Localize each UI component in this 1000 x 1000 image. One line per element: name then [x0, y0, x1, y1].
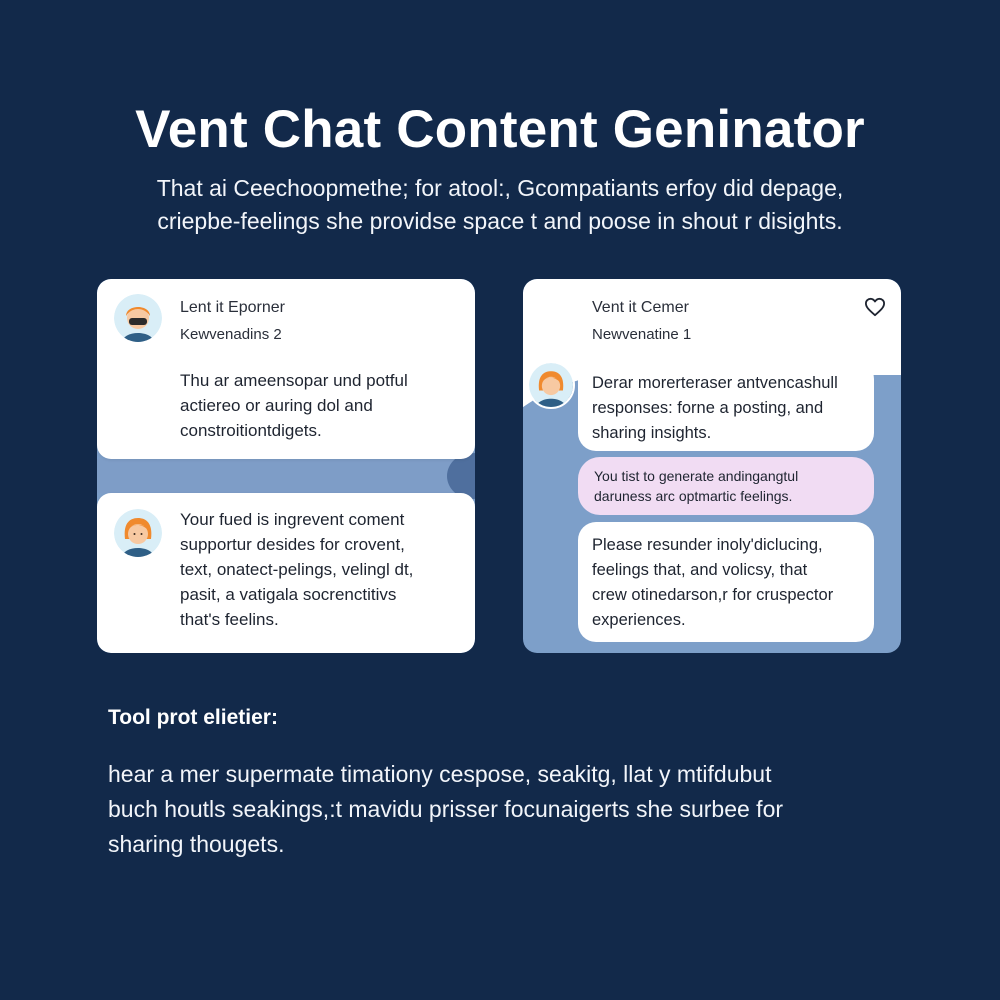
message-line: feelings that, and volicsy, that: [592, 561, 808, 579]
chat-card[interactable]: [97, 279, 475, 459]
message-line: responses: forne a posting, and: [592, 399, 824, 417]
message-line: daruness arc optmartic feelings.: [594, 488, 793, 504]
chat-bubble[interactable]: [578, 361, 874, 451]
message-line: Derar morerteraser antvencashull: [592, 374, 838, 392]
message-line: constroitiontdigets.: [180, 421, 322, 440]
chat-title: Vent it Cemer: [592, 299, 689, 316]
chat-panel-left: [97, 279, 475, 653]
section-heading: Tool prot elietier:: [108, 706, 278, 729]
page-subtitle: [60, 172, 940, 238]
card-message: [180, 507, 413, 632]
chat-bubble-highlight[interactable]: [578, 457, 874, 515]
message-line: text, onatect-pelings, velingl dt,: [180, 560, 414, 579]
message-line: crew otinedarson,r for cruspector: [592, 586, 834, 604]
bubble-message: [594, 466, 798, 506]
message-line: sharing insights.: [592, 424, 712, 442]
message-line: that's feelins.: [180, 610, 279, 629]
message-line: supportur desides for crovent,: [180, 535, 405, 554]
avatar-icon: [114, 509, 162, 557]
section-body: [108, 757, 928, 862]
message-line: You tist to generate andingangtul: [594, 468, 799, 484]
heart-icon[interactable]: [864, 297, 886, 317]
message-line: Your fued is ingrevent coment: [180, 510, 405, 529]
bubble-message: [592, 533, 833, 633]
section-line: hear a mer supermate timationy cespose, seakitg, llat y mtifdubut: [108, 761, 772, 787]
message-line: pasit, a vatigala socrenctitivs: [180, 585, 397, 604]
bubble-message: [592, 371, 838, 446]
avatar-icon: [114, 294, 162, 342]
card-author-subtitle: Kewvenadins 2: [180, 326, 282, 343]
chat-card[interactable]: [97, 493, 475, 653]
message-line: Please resunder inoly'diclucing,: [592, 536, 823, 554]
chat-subtitle: Newvenatine 1: [592, 326, 692, 343]
panel-divider: [97, 459, 475, 493]
page-title: Vent Chat Content Geninator: [135, 100, 865, 159]
section-line: buch houtls seakings,:t mavidu prisser focunaigerts she surbee for: [108, 796, 784, 822]
avatar-icon: [527, 361, 575, 409]
chat-bubble[interactable]: [578, 522, 874, 642]
chat-panel-right: [523, 279, 901, 653]
message-line: Thu ar ameensopar und potful: [180, 371, 408, 390]
section-line: sharing thougets.: [108, 831, 285, 857]
subtitle-line: That ai Ceechoopmethe; for atool:, Gcompatiants erfoy did depage,: [156, 175, 844, 201]
subtitle-line: criepbe-feelings she providse space t and poose in shout r disights.: [157, 208, 843, 234]
card-author-name: Lent it Eporner: [180, 299, 285, 316]
message-line: experiences.: [592, 611, 686, 629]
card-message: [180, 368, 408, 443]
message-line: actiereo or auring dol and: [180, 396, 373, 415]
